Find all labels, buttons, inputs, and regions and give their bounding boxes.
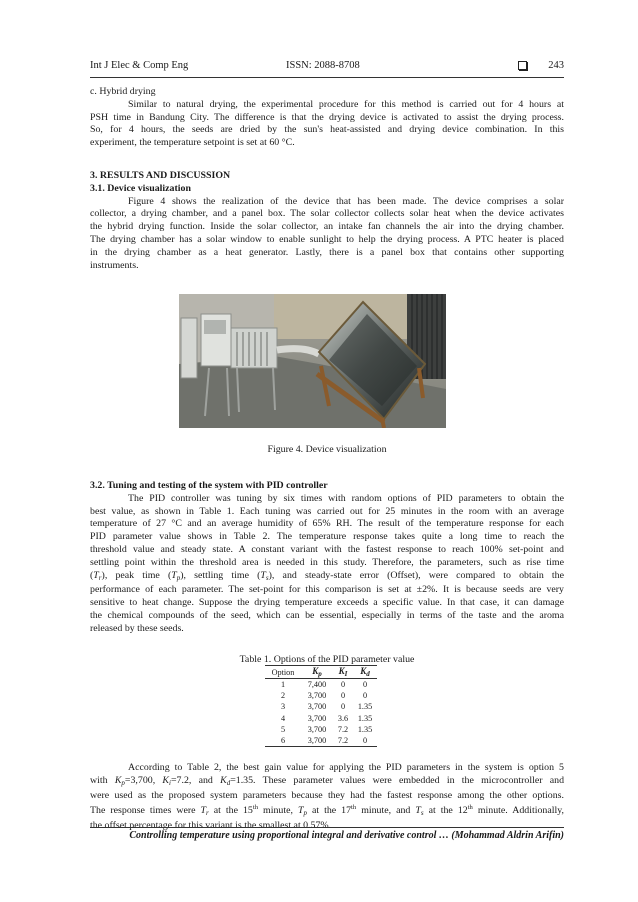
table-row: 2 3,700 0 0 [280, 691, 368, 701]
paragraph-line: the chemical compounds of the seed, which can be essential, especially in terms of the taste and the aroma [90, 609, 564, 621]
figure-4-device-photo [179, 294, 446, 428]
paragraph-line: sensitive to heat change. Suppose the drying temperature exceeds a specific value. In that case, it can damage [90, 597, 564, 609]
photo-of-solar-dryer-device-icon [179, 294, 446, 428]
table-row: 3 3,700 0 1.35 [280, 702, 373, 712]
table-row: 4 3,700 3.6 1.35 [280, 713, 373, 723]
section-3 [90, 170, 564, 272]
paragraph-line: temperature of 27 °C and an average humidity of 65% RH. The result of the temperature response for each [90, 518, 564, 530]
symbol-k-i: K [162, 774, 170, 786]
subsection-3-2 [90, 480, 564, 636]
col-option: Option [271, 667, 295, 677]
col-kp: $K_p$ [312, 666, 322, 678]
table-header-row [265, 666, 377, 679]
header-rule [90, 77, 564, 78]
paragraph-line: Figure 4 shows the realization of the device that has been made. The device comprises a solar [128, 195, 564, 207]
paragraph-line: released by these seeds. [90, 622, 184, 634]
paragraph-line-with-symbols: $(T_r)$, peak time $(T_p)$, settling time $(T_s)$, and steady-state error (Offset), were compared to obtain the [90, 569, 564, 582]
symbol-k-d: K [220, 774, 227, 786]
subsection-3-2-title: 3.2. Tuning and testing of the system with PID controller [90, 480, 328, 491]
page-number: 243 [548, 60, 564, 71]
symbol-k-p: K [114, 774, 122, 786]
symbol-t-s: T [260, 569, 266, 581]
table-row: 1 7,400 0 0 [280, 680, 368, 690]
checkbox-square-icon [518, 61, 527, 70]
journal-name: Int J Elec & Comp Eng [90, 60, 189, 71]
symbol-t-r: T [200, 805, 207, 817]
paragraph-line: PID parameter value shows in Table 2. The temperature response takes quite a long time to reach the [90, 531, 564, 543]
paragraph-line: instruments. [90, 259, 139, 271]
subsection-3-1-title: 3.1. Device visualization [90, 182, 191, 194]
running-footer: Controlling temperature using proportional integral and derivative control … (Mohammad Aldrin Arifin) [129, 830, 564, 841]
section-c-hybrid-drying [90, 86, 564, 150]
paragraph-line-with-symbols: The response times were $T_r$ at the 15th minute, $T_p$ at the 17th minute, and $T_s$ at the 12th minute. Additionally, [90, 804, 564, 818]
paragraph-line: the offset percentage for this variant is the smallest at 0.57%. [90, 820, 332, 832]
paragraph-line: collector, a drying chamber, and a panel box. The solar collector collects solar heat when the device activates [90, 208, 564, 220]
col-kd: $K_d$ [360, 666, 370, 678]
footer-rule [90, 827, 564, 828]
symbol-t-s: T [415, 805, 421, 817]
paragraph-line: threshold value and steady state. A constant variant with the fastest response to reach 100% set-point and [90, 543, 564, 555]
section-3-title: 3. RESULTS AND DISCUSSION [90, 170, 231, 181]
paragraph-line: PSH time in Bandung City. The difference is that the drying device is activated to assist the drying process. [90, 111, 564, 123]
paragraph-line: settling point within the threshold area is needed in this study. Therefore, the parameters, such as rise time [90, 556, 564, 568]
paragraph-line: The drying chamber has a solar window to enable sunlight to help the drying process. A PTC heater is placed [90, 233, 564, 245]
table-row: 5 3,700 7.2 1.35 [280, 724, 373, 734]
paragraph-line: Similar to natural drying, the experimental procedure for this method is carried out for 4 hours at [128, 98, 564, 110]
paragraph-line: So, for 4 hours, the seeds are dried by the sun's heat-assisted and drying device combination. In this [90, 124, 564, 136]
paragraph-line: best value, as shown in Table 1. Each tuning was carried out for 25 minutes in the room with an average [90, 505, 564, 517]
figure-4-caption: Figure 4. Device visualization [267, 444, 387, 455]
paragraph-line: The PID controller was tuning by six times with random options of PID parameters to obtain the [128, 492, 564, 504]
paragraph-line: were used as the proposed system parameters because they had the fastest response among the other options. [90, 789, 564, 801]
closing-paragraph [90, 762, 564, 833]
paragraph-line: experiment, the temperature setpoint is set at 60 °C. [90, 137, 295, 149]
paragraph-line: in the drying chamber as a heat generator. Lastly, there is a panel box that contains other supporting [90, 246, 564, 258]
section-c-title: c. Hybrid drying [90, 86, 156, 97]
col-ki: $K_I$ [338, 666, 348, 678]
table-row: 6 3,700 7.2 0 [265, 735, 377, 747]
symbol-t-r: T [93, 569, 99, 581]
symbol-t-p: T [171, 569, 177, 581]
paragraph-line: According to Table 2, the best gain value for applying the PID parameters in the system is option 5 [128, 762, 564, 773]
paragraph-line: performance of each parameter. The set-point for this comparison is set at ±2%. It is because seeds are very [90, 584, 564, 596]
table-1-pid-options [265, 665, 377, 747]
running-header [90, 60, 564, 76]
issn: ISSN: 2088-8708 [286, 60, 360, 71]
paragraph-line: the hybrid drying function. Inside the solar collector, an intake fan channels the air into the drying chamber. [90, 221, 564, 233]
paragraph-line-with-symbols: with $K_p=3,700$, $K_i=7.2$, and $K_d=1.35$. These parameter values were embedded in the microcontroller and [90, 774, 565, 787]
symbol-t-p: T [297, 805, 304, 817]
table-1-caption: Table 1. Options of the PID parameter value [239, 654, 415, 665]
